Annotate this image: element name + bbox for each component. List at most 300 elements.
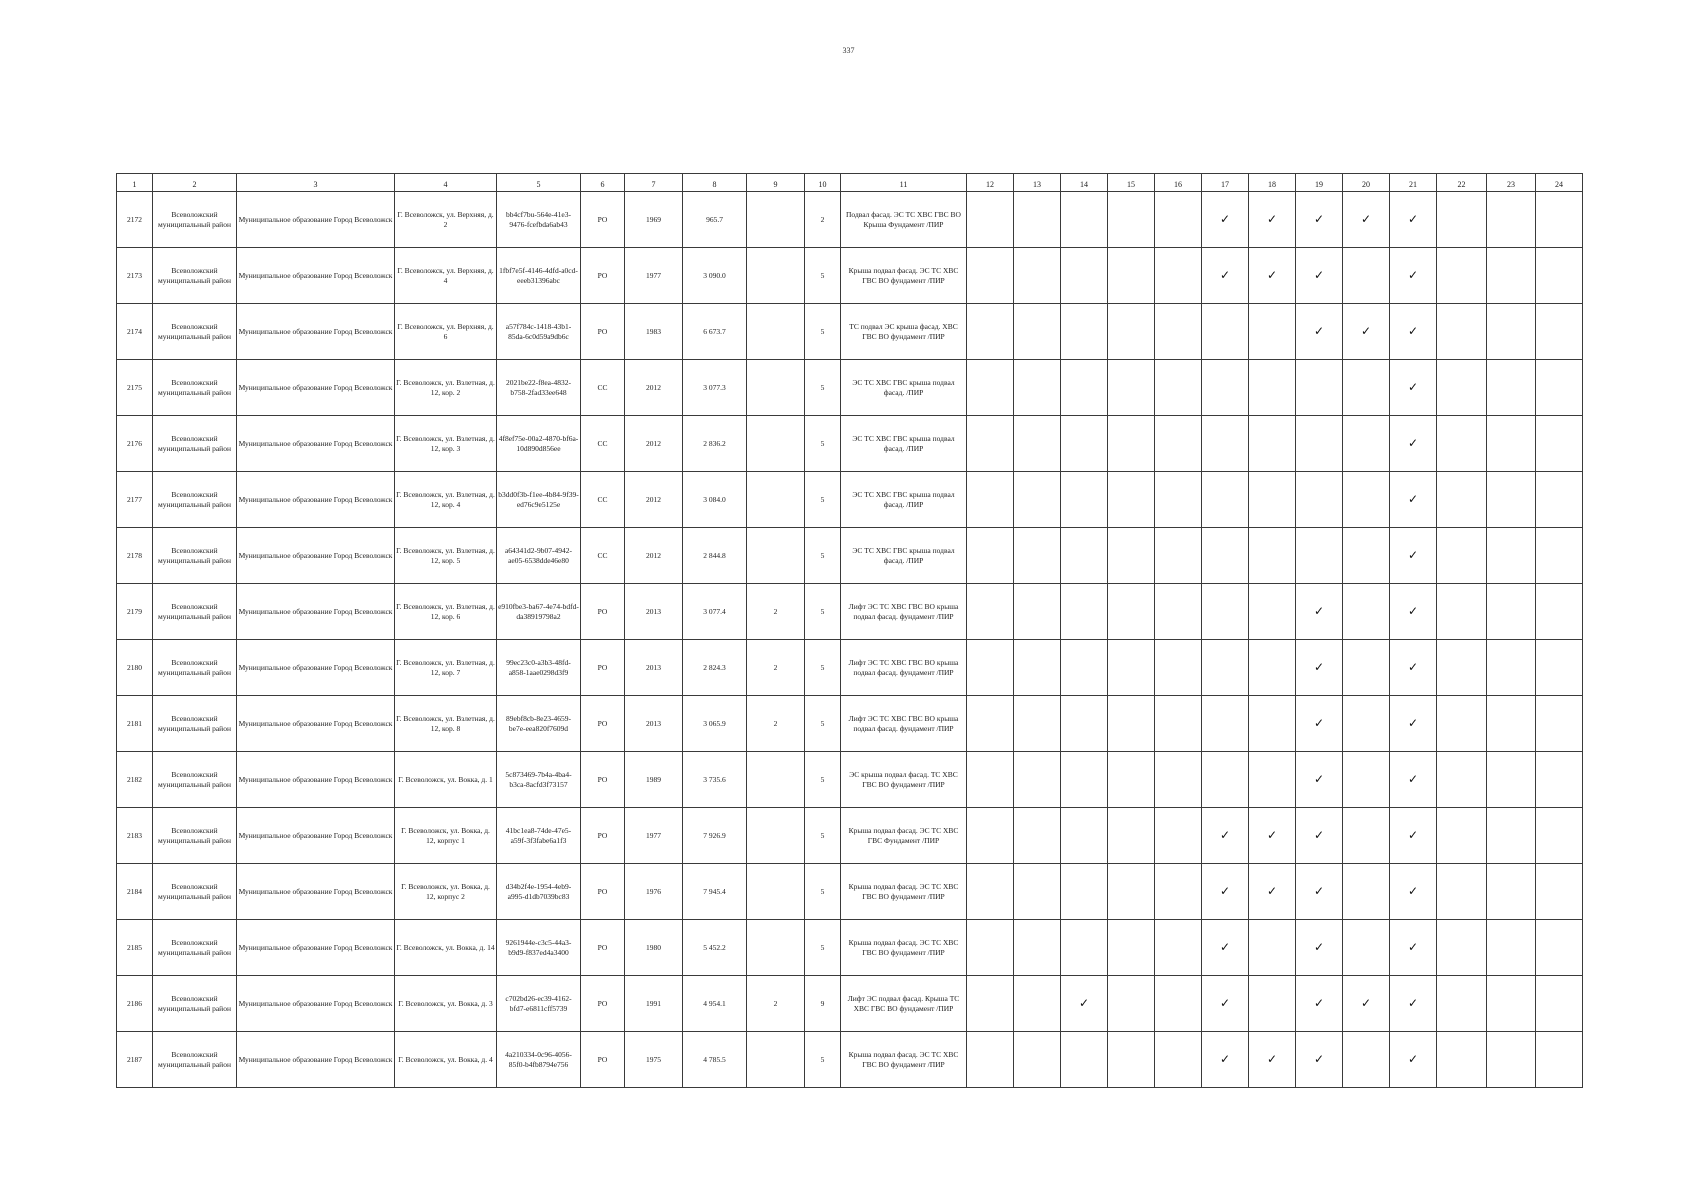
col9-cell <box>747 360 805 416</box>
type-cell: РО <box>581 920 625 976</box>
col20-cell <box>1343 472 1390 528</box>
col24-cell <box>1536 864 1583 920</box>
works-cell: ЭС ТС ХВС ГВС крыша подвал фасад. /ПИР <box>841 416 967 472</box>
area-cell: 2 836.2 <box>683 416 747 472</box>
guid-cell: d34b2f4e-1954-4eb9-a995-d1db7039bc83 <box>497 864 581 920</box>
year-cell: 2012 <box>625 360 683 416</box>
works-cell: Лифт ЭС ТС ХВС ГВС ВО крыша подвал фасад. фундамент /ПИР <box>841 696 967 752</box>
col22-cell <box>1437 1032 1487 1088</box>
column-header-20: 20 <box>1343 174 1390 192</box>
col20-cell <box>1343 920 1390 976</box>
checkmark-icon: ✓ <box>1219 827 1231 842</box>
column-header-9: 9 <box>747 174 805 192</box>
col18-cell <box>1249 696 1296 752</box>
col15-cell <box>1108 920 1155 976</box>
col12-cell <box>967 976 1014 1032</box>
address-cell: Г. Всеволожск, ул. Взлетная, д. 12, кор. 5 <box>395 528 497 584</box>
col16-cell <box>1155 192 1202 248</box>
checkmark-icon: ✓ <box>1313 603 1325 618</box>
col17-cell <box>1202 248 1249 304</box>
col15-cell <box>1108 360 1155 416</box>
year-cell: 1980 <box>625 920 683 976</box>
col12-cell <box>967 248 1014 304</box>
col12-cell <box>967 920 1014 976</box>
col19-cell <box>1296 976 1343 1032</box>
district-cell: Всеволожский муниципальный район <box>153 416 237 472</box>
col15-cell <box>1108 416 1155 472</box>
col20-cell <box>1343 1032 1390 1088</box>
area-cell: 965.7 <box>683 192 747 248</box>
year-cell: 2012 <box>625 416 683 472</box>
checkmark-icon: ✓ <box>1407 939 1419 954</box>
checkmark-icon: ✓ <box>1313 715 1325 730</box>
municipality-cell: Муниципальное образование Город Всеволожск <box>237 528 395 584</box>
table-row <box>117 808 1583 864</box>
col17-cell <box>1202 696 1249 752</box>
col10-cell: 5 <box>805 248 841 304</box>
col16-cell <box>1155 416 1202 472</box>
col16-cell <box>1155 864 1202 920</box>
col20-cell <box>1343 360 1390 416</box>
checkmark-icon: ✓ <box>1313 267 1325 282</box>
row-number: 2187 <box>117 1032 153 1088</box>
column-header-19: 19 <box>1296 174 1343 192</box>
col21-cell <box>1390 584 1437 640</box>
checkmark-icon: ✓ <box>1313 1051 1325 1066</box>
address-cell: Г. Всеволожск, ул. Верхняя, д. 2 <box>395 192 497 248</box>
row-number: 2179 <box>117 584 153 640</box>
col12-cell <box>967 416 1014 472</box>
works-cell: ЭС ТС ХВС ГВС крыша подвал фасад. /ПИР <box>841 472 967 528</box>
col20-cell <box>1343 864 1390 920</box>
area-cell: 7 926.9 <box>683 808 747 864</box>
year-cell: 2013 <box>625 696 683 752</box>
col14-cell <box>1061 528 1108 584</box>
col17-cell <box>1202 472 1249 528</box>
col22-cell <box>1437 528 1487 584</box>
type-cell: РО <box>581 584 625 640</box>
works-cell: Крыша подвал фасад. ЭС ТС ХВС ГВС ВО фундамент /ПИР <box>841 248 967 304</box>
col21-cell <box>1390 472 1437 528</box>
col19-cell <box>1296 584 1343 640</box>
col18-cell <box>1249 528 1296 584</box>
table-body <box>117 192 1583 1088</box>
col24-cell <box>1536 472 1583 528</box>
checkmark-icon: ✓ <box>1407 435 1419 450</box>
address-cell: Г. Всеволожск, ул. Вокка, д. 14 <box>395 920 497 976</box>
col18-cell <box>1249 976 1296 1032</box>
col19-cell <box>1296 360 1343 416</box>
type-cell: РО <box>581 976 625 1032</box>
checkmark-icon: ✓ <box>1313 211 1325 226</box>
col20-cell <box>1343 304 1390 360</box>
col22-cell <box>1437 584 1487 640</box>
municipality-cell: Муниципальное образование Город Всеволожск <box>237 360 395 416</box>
col12-cell <box>967 304 1014 360</box>
col22-cell <box>1437 920 1487 976</box>
table-row <box>117 696 1583 752</box>
col12-cell <box>967 640 1014 696</box>
col9-cell <box>747 248 805 304</box>
col17-cell <box>1202 976 1249 1032</box>
col18-cell <box>1249 416 1296 472</box>
address-cell: Г. Всеволожск, ул. Взлетная, д. 12, кор. 3 <box>395 416 497 472</box>
col21-cell <box>1390 528 1437 584</box>
col13-cell <box>1014 1032 1061 1088</box>
municipality-cell: Муниципальное образование Город Всеволожск <box>237 304 395 360</box>
guid-cell: e910fbe3-ba67-4e74-bdfd-da38919798a2 <box>497 584 581 640</box>
guid-cell: 1fbf7e5f-4146-4dfd-a0cd-eeeb31396abc <box>497 248 581 304</box>
guid-cell: 9261944e-c3c5-44a3-b9d9-f837ed4a3400 <box>497 920 581 976</box>
type-cell: РО <box>581 192 625 248</box>
table-row <box>117 304 1583 360</box>
checkmark-icon: ✓ <box>1219 939 1231 954</box>
district-cell: Всеволожский муниципальный район <box>153 640 237 696</box>
municipality-cell: Муниципальное образование Город Всеволожск <box>237 920 395 976</box>
guid-cell: 4f8ef75e-00a2-4870-bf6a-10d890d856ee <box>497 416 581 472</box>
column-header-1: 1 <box>117 174 153 192</box>
col17-cell <box>1202 640 1249 696</box>
col10-cell: 5 <box>805 584 841 640</box>
checkmark-icon: ✓ <box>1266 211 1278 226</box>
col18-cell <box>1249 248 1296 304</box>
address-cell: Г. Всеволожск, ул. Вокка, д. 12, корпус 2 <box>395 864 497 920</box>
col20-cell <box>1343 416 1390 472</box>
table-row <box>117 976 1583 1032</box>
col14-cell <box>1061 304 1108 360</box>
col22-cell <box>1437 472 1487 528</box>
registry-table <box>116 173 1583 1088</box>
column-header-21: 21 <box>1390 174 1437 192</box>
col10-cell: 5 <box>805 696 841 752</box>
col17-cell <box>1202 864 1249 920</box>
area-cell: 4 785.5 <box>683 1032 747 1088</box>
district-cell: Всеволожский муниципальный район <box>153 528 237 584</box>
col21-cell <box>1390 808 1437 864</box>
col17-cell <box>1202 304 1249 360</box>
col24-cell <box>1536 808 1583 864</box>
checkmark-icon: ✓ <box>1313 771 1325 786</box>
col14-cell <box>1061 920 1108 976</box>
table-row <box>117 752 1583 808</box>
checkmark-icon: ✓ <box>1219 995 1231 1010</box>
column-header-16: 16 <box>1155 174 1202 192</box>
col16-cell <box>1155 640 1202 696</box>
area-cell: 4 954.1 <box>683 976 747 1032</box>
col16-cell <box>1155 1032 1202 1088</box>
column-header-7: 7 <box>625 174 683 192</box>
col14-cell <box>1061 696 1108 752</box>
column-header-3: 3 <box>237 174 395 192</box>
type-cell: РО <box>581 752 625 808</box>
guid-cell: a64341d2-9b07-4942-ae05-6538dde46e80 <box>497 528 581 584</box>
row-number: 2180 <box>117 640 153 696</box>
municipality-cell: Муниципальное образование Город Всеволожск <box>237 248 395 304</box>
checkmark-icon: ✓ <box>1219 883 1231 898</box>
col13-cell <box>1014 360 1061 416</box>
col24-cell <box>1536 752 1583 808</box>
col23-cell <box>1487 248 1536 304</box>
col24-cell <box>1536 1032 1583 1088</box>
col15-cell <box>1108 976 1155 1032</box>
checkmark-icon: ✓ <box>1407 659 1419 674</box>
row-number: 2183 <box>117 808 153 864</box>
col9-cell: 2 <box>747 640 805 696</box>
col21-cell <box>1390 640 1437 696</box>
checkmark-icon: ✓ <box>1360 323 1372 338</box>
col16-cell <box>1155 752 1202 808</box>
type-cell: РО <box>581 1032 625 1088</box>
checkmark-icon: ✓ <box>1407 491 1419 506</box>
col15-cell <box>1108 248 1155 304</box>
col13-cell <box>1014 584 1061 640</box>
col20-cell <box>1343 528 1390 584</box>
col10-cell: 5 <box>805 472 841 528</box>
col20-cell <box>1343 584 1390 640</box>
col23-cell <box>1487 920 1536 976</box>
col21-cell <box>1390 864 1437 920</box>
col24-cell <box>1536 920 1583 976</box>
col14-cell <box>1061 416 1108 472</box>
col9-cell <box>747 864 805 920</box>
col23-cell <box>1487 640 1536 696</box>
works-cell: ЭС крыша подвал фасад. ТС ХВС ГВС ВО фундамент /ПИР <box>841 752 967 808</box>
year-cell: 2012 <box>625 472 683 528</box>
works-cell: Крыша подвал фасад. ЭС ТС ХВС ГВС ВО фундамент /ПИР <box>841 1032 967 1088</box>
page-number: 337 <box>842 46 855 55</box>
table-row <box>117 640 1583 696</box>
col18-cell <box>1249 304 1296 360</box>
col19-cell <box>1296 192 1343 248</box>
district-cell: Всеволожский муниципальный район <box>153 920 237 976</box>
district-cell: Всеволожский муниципальный район <box>153 1032 237 1088</box>
area-cell: 3 090.0 <box>683 248 747 304</box>
col15-cell <box>1108 584 1155 640</box>
col13-cell <box>1014 864 1061 920</box>
area-cell: 2 844.8 <box>683 528 747 584</box>
col21-cell <box>1390 360 1437 416</box>
municipality-cell: Муниципальное образование Город Всеволожск <box>237 864 395 920</box>
checkmark-icon: ✓ <box>1407 379 1419 394</box>
col23-cell <box>1487 976 1536 1032</box>
col10-cell: 5 <box>805 1032 841 1088</box>
col16-cell <box>1155 808 1202 864</box>
works-cell: Лифт ЭС подвал фасад. Крыша ТС ХВС ГВС ВО фундамент /ПИР <box>841 976 967 1032</box>
col20-cell <box>1343 752 1390 808</box>
checkmark-icon: ✓ <box>1266 827 1278 842</box>
area-cell: 3 065.9 <box>683 696 747 752</box>
col20-cell <box>1343 192 1390 248</box>
municipality-cell: Муниципальное образование Город Всеволожск <box>237 416 395 472</box>
col15-cell <box>1108 528 1155 584</box>
works-cell: Лифт ЭС ТС ХВС ГВС ВО крыша подвал фасад. фундамент /ПИР <box>841 640 967 696</box>
col14-cell <box>1061 192 1108 248</box>
col10-cell: 9 <box>805 976 841 1032</box>
row-number: 2178 <box>117 528 153 584</box>
row-number: 2181 <box>117 696 153 752</box>
col13-cell <box>1014 304 1061 360</box>
works-cell: ЭС ТС ХВС ГВС крыша подвал фасад. /ПИР <box>841 360 967 416</box>
col23-cell <box>1487 808 1536 864</box>
col9-cell <box>747 808 805 864</box>
address-cell: Г. Всеволожск, ул. Взлетная, д. 12, кор. 7 <box>395 640 497 696</box>
col15-cell <box>1108 192 1155 248</box>
type-cell: СС <box>581 528 625 584</box>
column-header-11: 11 <box>841 174 967 192</box>
col19-cell <box>1296 864 1343 920</box>
checkmark-icon: ✓ <box>1407 883 1419 898</box>
col9-cell <box>747 192 805 248</box>
col23-cell <box>1487 528 1536 584</box>
col18-cell <box>1249 808 1296 864</box>
header-row <box>117 174 1583 192</box>
col12-cell <box>967 360 1014 416</box>
guid-cell: b3dd0f3b-f1ee-4b84-9f39-ed76c9e5125e <box>497 472 581 528</box>
col16-cell <box>1155 584 1202 640</box>
column-header-12: 12 <box>967 174 1014 192</box>
year-cell: 2013 <box>625 584 683 640</box>
col13-cell <box>1014 976 1061 1032</box>
table-row <box>117 864 1583 920</box>
district-cell: Всеволожский муниципальный район <box>153 976 237 1032</box>
works-cell: Крыша подвал фасад. ЭС ТС ХВС ГВС ВО фундамент /ПИР <box>841 920 967 976</box>
table-row <box>117 472 1583 528</box>
year-cell: 1983 <box>625 304 683 360</box>
col21-cell <box>1390 752 1437 808</box>
col9-cell <box>747 752 805 808</box>
works-cell: Подвал фасад. ЭС ТС ХВС ГВС ВО Крыша Фундамент /ПИР <box>841 192 967 248</box>
col10-cell: 5 <box>805 920 841 976</box>
col9-cell <box>747 472 805 528</box>
col15-cell <box>1108 640 1155 696</box>
col9-cell <box>747 1032 805 1088</box>
checkmark-icon: ✓ <box>1407 211 1419 226</box>
col23-cell <box>1487 1032 1536 1088</box>
guid-cell: bb4cf7bu-564e-41e3-9476-fcefbda6ab43 <box>497 192 581 248</box>
checkmark-icon: ✓ <box>1313 827 1325 842</box>
checkmark-icon: ✓ <box>1266 1051 1278 1066</box>
municipality-cell: Муниципальное образование Город Всеволожск <box>237 976 395 1032</box>
address-cell: Г. Всеволожск, ул. Вокка, д. 3 <box>395 976 497 1032</box>
col22-cell <box>1437 360 1487 416</box>
year-cell: 1977 <box>625 248 683 304</box>
table-row <box>117 920 1583 976</box>
col18-cell <box>1249 584 1296 640</box>
table-row <box>117 584 1583 640</box>
column-header-2: 2 <box>153 174 237 192</box>
guid-cell: 2021be22-f8ea-4832-b758-2fad33ee648 <box>497 360 581 416</box>
col14-cell <box>1061 360 1108 416</box>
col12-cell <box>967 528 1014 584</box>
year-cell: 2013 <box>625 640 683 696</box>
checkmark-icon: ✓ <box>1313 939 1325 954</box>
col24-cell <box>1536 528 1583 584</box>
address-cell: Г. Всеволожск, ул. Взлетная, д. 12, кор. 4 <box>395 472 497 528</box>
column-header-5: 5 <box>497 174 581 192</box>
checkmark-icon: ✓ <box>1219 267 1231 282</box>
type-cell: РО <box>581 640 625 696</box>
col24-cell <box>1536 976 1583 1032</box>
col20-cell <box>1343 248 1390 304</box>
works-cell: ЭС ТС ХВС ГВС крыша подвал фасад. /ПИР <box>841 528 967 584</box>
municipality-cell: Муниципальное образование Город Всеволожск <box>237 808 395 864</box>
column-header-17: 17 <box>1202 174 1249 192</box>
column-header-22: 22 <box>1437 174 1487 192</box>
district-cell: Всеволожский муниципальный район <box>153 472 237 528</box>
col14-cell <box>1061 976 1108 1032</box>
col21-cell <box>1390 416 1437 472</box>
col9-cell: 2 <box>747 976 805 1032</box>
col17-cell <box>1202 528 1249 584</box>
year-cell: 1976 <box>625 864 683 920</box>
row-number: 2173 <box>117 248 153 304</box>
column-header-8: 8 <box>683 174 747 192</box>
col9-cell <box>747 528 805 584</box>
col13-cell <box>1014 752 1061 808</box>
col12-cell <box>967 584 1014 640</box>
col23-cell <box>1487 192 1536 248</box>
area-cell: 2 824.3 <box>683 640 747 696</box>
col10-cell: 5 <box>805 304 841 360</box>
column-header-6: 6 <box>581 174 625 192</box>
col24-cell <box>1536 584 1583 640</box>
col18-cell <box>1249 192 1296 248</box>
works-cell: ТС подвал ЭС крыша фасад. ХВС ГВС ВО фундамент /ПИР <box>841 304 967 360</box>
district-cell: Всеволожский муниципальный район <box>153 304 237 360</box>
checkmark-icon: ✓ <box>1407 1051 1419 1066</box>
column-header-23: 23 <box>1487 174 1536 192</box>
type-cell: РО <box>581 808 625 864</box>
col24-cell <box>1536 360 1583 416</box>
col20-cell <box>1343 808 1390 864</box>
col21-cell <box>1390 248 1437 304</box>
col12-cell <box>967 192 1014 248</box>
address-cell: Г. Всеволожск, ул. Взлетная, д. 12, кор. 8 <box>395 696 497 752</box>
col10-cell: 5 <box>805 752 841 808</box>
col15-cell <box>1108 304 1155 360</box>
col16-cell <box>1155 472 1202 528</box>
col21-cell <box>1390 1032 1437 1088</box>
col10-cell: 5 <box>805 864 841 920</box>
municipality-cell: Муниципальное образование Город Всеволожск <box>237 752 395 808</box>
col14-cell <box>1061 640 1108 696</box>
col13-cell <box>1014 528 1061 584</box>
col20-cell <box>1343 696 1390 752</box>
works-cell: Крыша подвал фасад. ЭС ТС ХВС ГВС Фундамент /ПИР <box>841 808 967 864</box>
col17-cell <box>1202 584 1249 640</box>
col12-cell <box>967 472 1014 528</box>
row-number: 2175 <box>117 360 153 416</box>
column-header-10: 10 <box>805 174 841 192</box>
col18-cell <box>1249 472 1296 528</box>
district-cell: Всеволожский муниципальный район <box>153 808 237 864</box>
col21-cell <box>1390 696 1437 752</box>
district-cell: Всеволожский муниципальный район <box>153 752 237 808</box>
row-number: 2172 <box>117 192 153 248</box>
col23-cell <box>1487 584 1536 640</box>
col24-cell <box>1536 696 1583 752</box>
address-cell: Г. Всеволожск, ул. Вокка, д. 4 <box>395 1032 497 1088</box>
col17-cell <box>1202 192 1249 248</box>
col17-cell <box>1202 752 1249 808</box>
type-cell: РО <box>581 696 625 752</box>
col19-cell <box>1296 696 1343 752</box>
col22-cell <box>1437 864 1487 920</box>
col9-cell <box>747 304 805 360</box>
row-number: 2176 <box>117 416 153 472</box>
district-cell: Всеволожский муниципальный район <box>153 696 237 752</box>
checkmark-icon: ✓ <box>1407 771 1419 786</box>
